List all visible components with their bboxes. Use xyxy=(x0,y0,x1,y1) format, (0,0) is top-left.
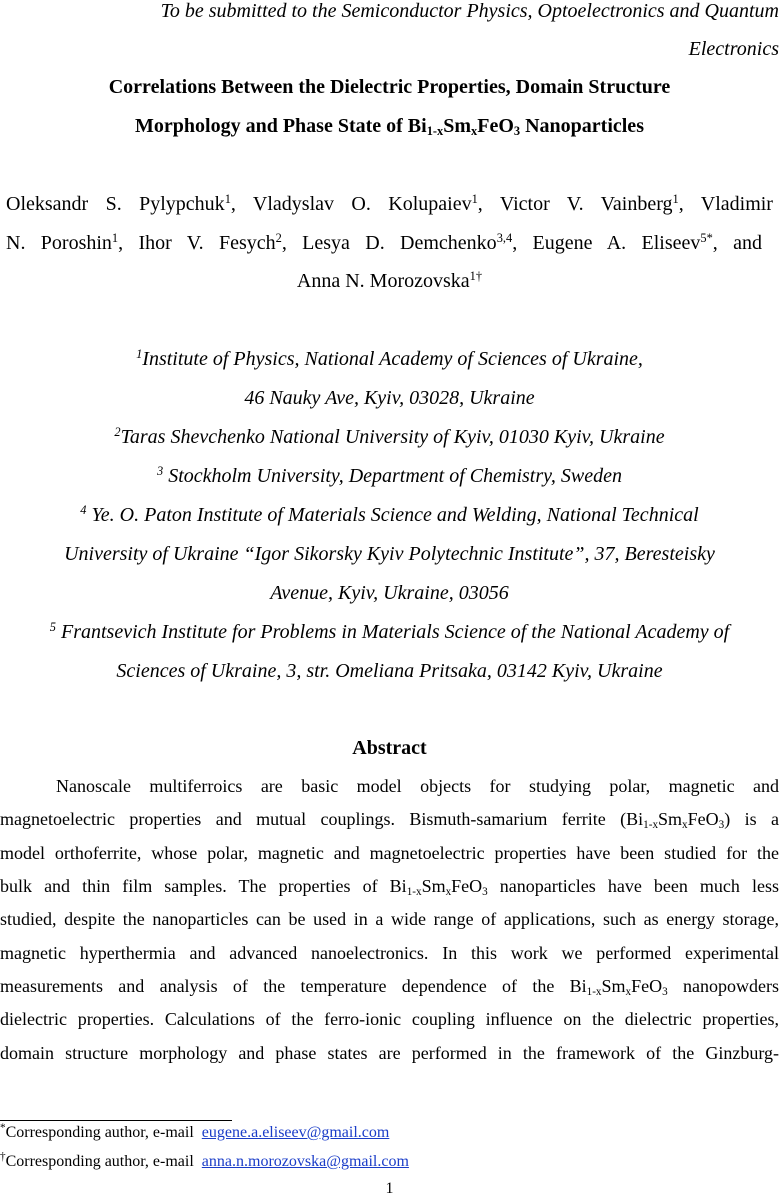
submission-note-line2: Electronics xyxy=(688,38,779,60)
affiliation-4-line1: $^4$ Ye. O. Paton Institute of Materials Science and Welding, National Technical xyxy=(80,503,699,526)
author-name: , Lesya D. Demchenko xyxy=(281,232,497,254)
affiliation-4-line2: University of Ukraine “Igor Sikorsky Kyiv Polytechnic Institute”, 37, Beresteisky xyxy=(64,543,715,565)
abstract-heading: Abstract xyxy=(352,737,427,759)
author-name: Oleksandr S. Pylypchuk xyxy=(6,193,225,215)
abstract-line: dielectric properties. Calculations of the ferro-ionic coupling influence on the dielectric properties, xyxy=(0,1009,779,1029)
abstract-line: measurements and analysis of the temperature dependence of the $Bi_{1-x}Sm_xFeO_3$ nanopowders xyxy=(0,976,779,998)
footnote-separator xyxy=(0,1120,232,1121)
abstract-line: magnetic hyperthermia and advanced nanoelectronics. In this work we performed experimental xyxy=(0,943,779,963)
affiliation-5-line1: $^5$ Frantsevich Institute for Problems in Materials Science of the National Academy of xyxy=(49,620,730,643)
page-number: 1 xyxy=(385,1180,394,1197)
affiliation-4-line3: Avenue, Kyiv, Ukraine, 03056 xyxy=(270,582,509,604)
author-name: Anna N. Morozovska xyxy=(296,270,470,292)
email-link-morozovska[interactable]: anna.n.morozovska@gmail.com xyxy=(201,1153,409,1170)
submission-note-line1: To be submitted to the Semiconductor Physics, Optoelectronics and Quantum xyxy=(160,0,779,22)
author-name: , Vladimir xyxy=(678,193,773,215)
author-name: , Victor V. Vainberg xyxy=(477,193,673,215)
abstract-line: Nanoscale multiferroics are basic model objects for studying polar, magnetic and xyxy=(56,776,779,796)
author-list-line2: N. Poroshin$^1$, Ihor V. Fesych$^2$, Lesya D. Demchenko$^{3,4}$, Eugene A. Eliseev$^{5*}$, and xyxy=(6,231,762,254)
abstract-line: magnetoelectric properties and mutual couplings. Bismuth-samarium ferrite $(Bi_{1-x}Sm_xFeO_3)$ is a xyxy=(0,809,779,831)
affiliation-2: $^2$Taras Shevchenko National University of Kyiv, 01030 Kyiv, Ukraine xyxy=(114,425,665,448)
footnote-2: †Corresponding author, e-mail anna.n.morozovska@gmail.com xyxy=(0,1150,409,1170)
author-name: , Vladyslav O. Kolupaiev xyxy=(230,193,472,215)
author-name: , Ihor V. Fesych xyxy=(118,232,276,254)
abstract-line: bulk and thin film samples. The properties of $Bi_{1-x}Sm_xFeO_3$ nanoparticles have been much less xyxy=(0,876,779,898)
affiliation-3: $^3$ Stockholm University, Department of Chemistry, Sweden xyxy=(156,464,623,487)
abstract-line: domain structure morphology and phase states are performed in the framework of the Ginzburg- xyxy=(0,1043,779,1063)
affiliation-1-line2: 46 Nauky Ave, Kyiv, 03028, Ukraine xyxy=(244,387,535,409)
paper-title-line2: Morphology and Phase State of $Bi_{1-x}Sm_xFeO_3$ Nanoparticles xyxy=(135,115,644,139)
author-list-line3: Anna N. Morozovska$^{1\dagger}$ xyxy=(296,269,483,292)
email-link-eliseev[interactable]: eugene.a.eliseev@gmail.com xyxy=(201,1124,390,1141)
affiliation-5-line2: Sciences of Ukraine, 3, str. Omeliana Pritsaka, 03142 Kyiv, Ukraine xyxy=(116,660,663,682)
author-name: , Eugene A. Eliseev xyxy=(512,232,701,254)
author-name: N. Poroshin xyxy=(6,232,112,254)
affiliation-1-line1: $^1$Institute of Physics, National Academy of Sciences of Ukraine, xyxy=(136,347,643,370)
abstract-line: studied, despite the nanoparticles can be used in a wide range of applications, such as energy storage, xyxy=(0,909,779,929)
paper-title-line1: Correlations Between the Dielectric Properties, Domain Structure xyxy=(108,76,671,98)
abstract-line: model orthoferrite, whose polar, magnetic and magnetoelectric properties have been studied for the xyxy=(0,843,779,863)
author-list-line1: Oleksandr S. Pylypchuk$^1$, Vladyslav O. Kolupaiev$^1$, Victor V. Vainberg$^1$, Vladimir xyxy=(6,192,773,215)
footnote-1: *Corresponding author, e-mail eugene.a.eliseev@gmail.com xyxy=(0,1121,390,1141)
